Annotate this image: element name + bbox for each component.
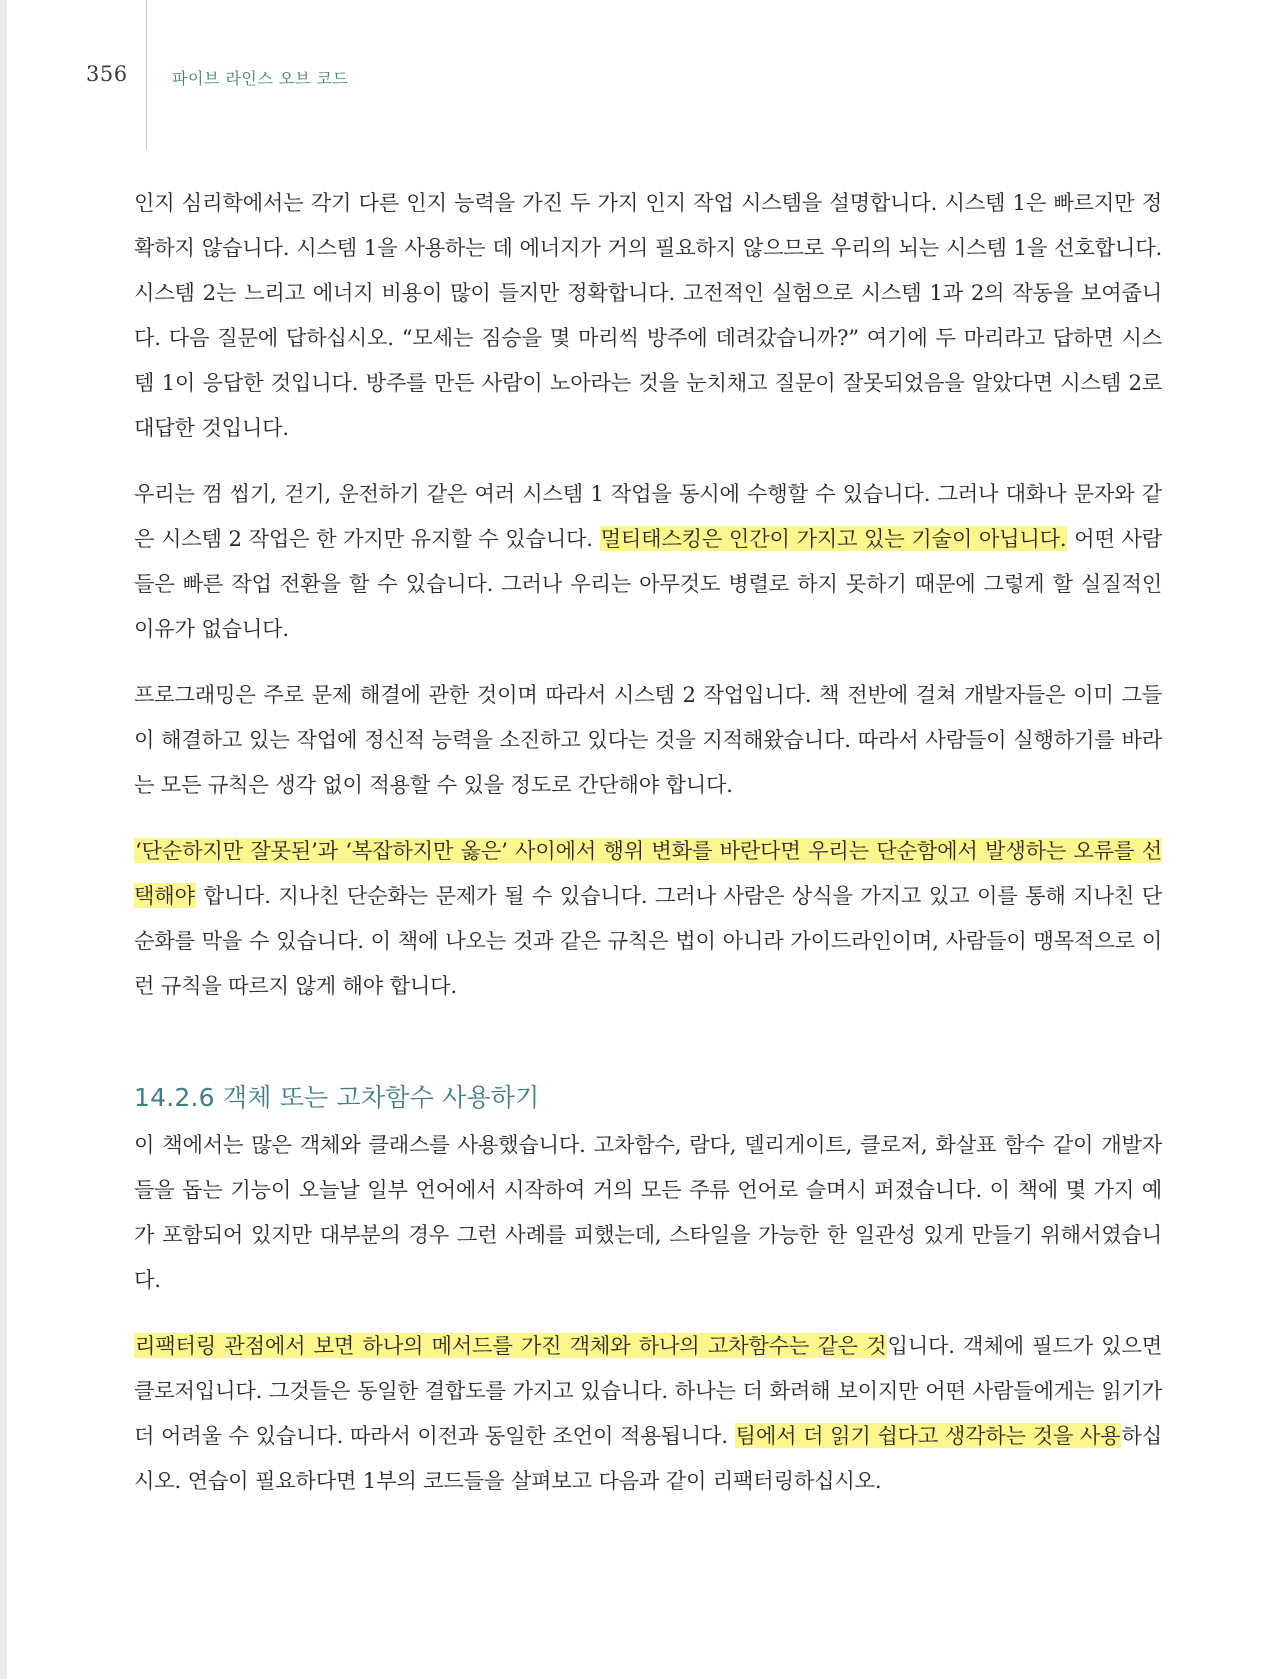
paragraph-text: 프로그래밍은 주로 문제 해결에 관한 것이며 따라서 시스템 2 작업입니다. 책 전반에 걸쳐 개발자들은 이미 그들이 해결하고 있는 작업에 정신적 능력을 소진하고 있다는 것을 지적해왔습니다. 따라서 사람들이 실행하기를 바라는 모든 규칙은 생각 없이 적용할 수 있을 정도로 간단해야 합니다.: [134, 682, 1162, 797]
paragraph-text: 우리는 껌 씹기, 걷기, 운전하기 같은 여러 시스템 1 작업을 동시에 수행할 수 있습니다. 그러나 대화나 문자와 같은 시스템 2 작업은 한 가지만 유지할 수 있습니다.: [134, 481, 1162, 551]
header-divider: [146, 0, 147, 150]
section-heading: 14.2.6 객체 또는 고차함수 사용하기: [134, 1083, 540, 1112]
page-number: 356: [86, 62, 128, 86]
paragraph-higher-order-functions: [134, 1122, 1162, 1302]
paragraph-text: 인지 심리학에서는 각기 다른 인지 능력을 가진 두 가지 인지 작업 시스템을 설명합니다. 시스템 1은 빠르지만 정확하지 않습니다. 시스템 1을 사용하는 데 에너지가 거의 필요하지 않으므로 우리의 뇌는 시스템 1을 선호합니다. 시스템 2는 느리고 에너지 비용이 많이 들지만 정확합니다. 고전적인 실험으로 시스템 1과 2의 작동을 보여줍니다. 다음 질문에 답하십시오. “모세는 짐승을 몇 마리씩 방주에 데려갔습니까?” 여기에 두 마리라고 답하면 시스템 1이 응답한 것입니다. 방주를 만든 사람이 노아라는 것을 눈치채고 질문이 잘못되었음을 알았다면 시스템 2로 대답한 것입니다.: [134, 190, 1162, 440]
paragraph-refactoring-view: [134, 1323, 1162, 1503]
paragraph-text: 합니다. 지나친 단순화는 문제가 될 수 있습니다. 그러나 사람은 상식을 가지고 있고 이를 통해 지나친 단순화를 막을 수 있습니다. 이 책에 나오는 것과 같은 규칙은 법이 아니라 가이드라인이며, 사람들이 맹목적으로 이런 규칙을 따르지 않게 해야 합니다.: [134, 883, 1162, 998]
page-left-edge: [0, 0, 7, 1679]
book-title: 파이브 라인스 오브 코드: [172, 69, 349, 88]
paragraph-text: 입니다. 객체에 필드가 있으면 클로저입니다. 그것들은 동일한 결합도를 가지고 있습니다. 하나는 더 화려해 보이지만 어떤 사람들에게는 읽기가 더 어려울 수 있습니다. 따라서 이전과 동일한 조언이 적용됩니다.: [134, 1333, 1162, 1448]
paragraph-programming: [134, 672, 1162, 807]
paragraph-text: 어떤 사람들은 빠른 작업 전환을 할 수 있습니다. 그러나 우리는 아무것도 병렬로 하지 못하기 때문에 그렇게 할 실질적인 이유가 없습니다.: [134, 526, 1162, 641]
highlighted-text: 멀티태스킹은 인간이 가지고 있는 기술이 아닙니다.: [600, 526, 1067, 551]
paragraph-system-1-2: [134, 180, 1162, 450]
paragraph-multitasking: [134, 471, 1162, 651]
paragraph-text: 이 책에서는 많은 객체와 클래스를 사용했습니다. 고차함수, 람다, 델리게이트, 클로저, 화살표 함수 같이 개발자들을 돕는 기능이 오늘날 일부 언어에서 시작하여 거의 모든 주류 언어로 슬며시 퍼졌습니다. 이 책에 몇 가지 예가 포함되어 있지만 대부분의 경우 그런 사례를 피했는데, 스타일을 가능한 한 일관성 있게 만들기 위해서였습니다.: [134, 1132, 1162, 1292]
page-body: [134, 180, 1162, 1524]
highlighted-text: ‘단순하지만 잘못된’과 ‘복잡하지만 옳은’ 사이에서 행위 변화를 바란다면 우리는 단순함에서 발생하는 오류를 선택해야: [134, 838, 1162, 908]
paragraph-text: 하십시오. 연습이 필요하다면 1부의 코드들을 살펴보고 다음과 같이 리팩터링하십시오.: [134, 1423, 1162, 1493]
paragraph-simple-vs-complex: [134, 828, 1162, 1008]
highlighted-text: 리팩터링 관점에서 보면 하나의 메서드를 가진 객체와 하나의 고차함수는 같은 것: [135, 1333, 887, 1358]
highlighted-text: 팀에서 더 읽기 쉽다고 생각하는 것을 사용: [735, 1423, 1121, 1448]
